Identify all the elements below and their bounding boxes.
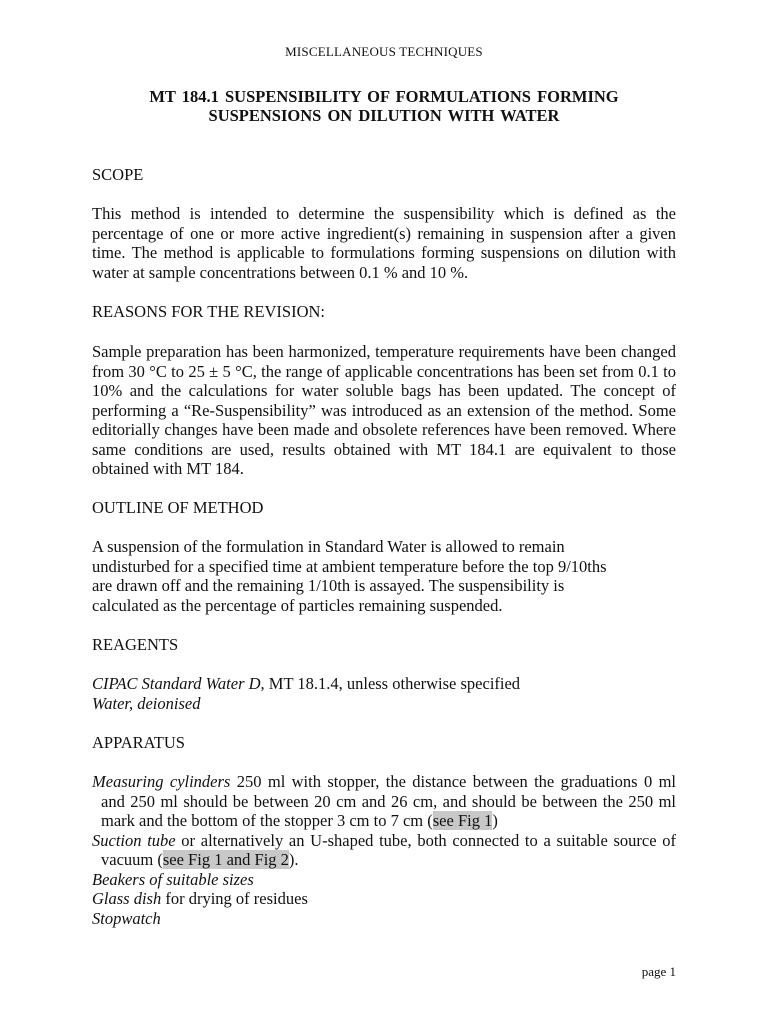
apparatus-detail: for drying of residues — [161, 889, 308, 908]
outline-line: A suspension of the formulation in Standard Water is allowed to remain — [92, 537, 565, 556]
reasons-paragraph: Sample preparation has been harmonized, temperature requirements have been changed from 30 °C to 25 ± 5 °C, the range of applicable concentrations has been set from 0.1 to 10% and the calculations for water soluble bags has been updated. The concept of performing a “Re-Suspensibility” was introduced as an extension of the method. Some editorially changes have been made and obsolete references have been removed. Where same conditions are used, results obtained with MT 184.1 are equivalent to those obtained with MT 184. — [92, 342, 676, 478]
outline-line: undisturbed for a specified time at ambient temperature before the top 9/10ths — [92, 556, 607, 576]
reasons-heading: REASONS FOR THE REVISION: — [92, 302, 326, 321]
apparatus-list — [92, 772, 676, 928]
outline-heading: OUTLINE OF METHOD — [92, 498, 264, 517]
reagent-name: CIPAC Standard Water D — [92, 674, 261, 693]
apparatus-detail: or alternatively an U-shaped tube, both connected to a suitable source of vacuum ( — [101, 830, 676, 869]
outline-line: calculated as the percentage of particles remaining suspended. — [92, 595, 503, 615]
reagent-detail: , MT 18.1.4, unless otherwise specified — [260, 674, 521, 693]
apparatus-heading: APPARATUS — [92, 733, 185, 752]
apparatus-name: Suction tube — [92, 830, 176, 850]
reagents-heading: REAGENTS — [92, 635, 179, 654]
apparatus-name: Beakers of suitable sizes — [92, 869, 254, 889]
apparatus-item — [92, 831, 676, 870]
reagent-item — [92, 674, 676, 694]
reagents-list — [92, 674, 676, 713]
apparatus-detail: 250 ml with stopper, the distance between the graduations 0 ml and 250 ml should be between 20 cm and 26 cm, and should be between the 250 ml mark and the bottom of the stopper 3 cm to 7 cm ( — [101, 772, 676, 830]
scope-paragraph: This method is intended to determine the suspensibility which is defined as the percentage of one or more active ingredient(s) remaining in suspension after a given time. The method is applicable to formulations forming suspensions on dilution with water at sample concentrations between 0.1 % and 10 %. — [92, 204, 676, 282]
reagent-item — [92, 694, 676, 714]
figure-reference-link[interactable]: see Fig 1 and Fig 2 — [162, 850, 289, 869]
scope-heading: SCOPE — [92, 165, 144, 184]
apparatus-item — [92, 772, 676, 831]
reagent-name: Water, deionised — [92, 693, 201, 713]
apparatus-item — [92, 870, 676, 890]
outline-line: are drawn off and the remaining 1/10th is assayed. The suspensibility is — [92, 576, 565, 595]
apparatus-name: Glass dish — [92, 889, 162, 908]
apparatus-name: Stopwatch — [92, 908, 161, 928]
apparatus-detail-end: ) — [492, 811, 498, 830]
apparatus-detail-end: ). — [288, 850, 299, 869]
running-header: MISCELLANEOUS TECHNIQUES — [285, 44, 483, 59]
page-number: page 1 — [641, 964, 676, 979]
apparatus-item — [92, 909, 676, 929]
apparatus-name: Measuring cylinders — [92, 772, 231, 791]
title-line-1: MT 184.1 SUSPENSIBILITY OF FORMULATIONS FORMING — [149, 87, 619, 106]
document-title — [92, 87, 676, 125]
apparatus-item — [92, 889, 676, 909]
figure-reference-link[interactable]: see Fig 1 — [432, 811, 493, 830]
outline-paragraph — [92, 537, 676, 615]
title-line-2: SUSPENSIONS ON DILUTION WITH WATER — [208, 106, 560, 125]
